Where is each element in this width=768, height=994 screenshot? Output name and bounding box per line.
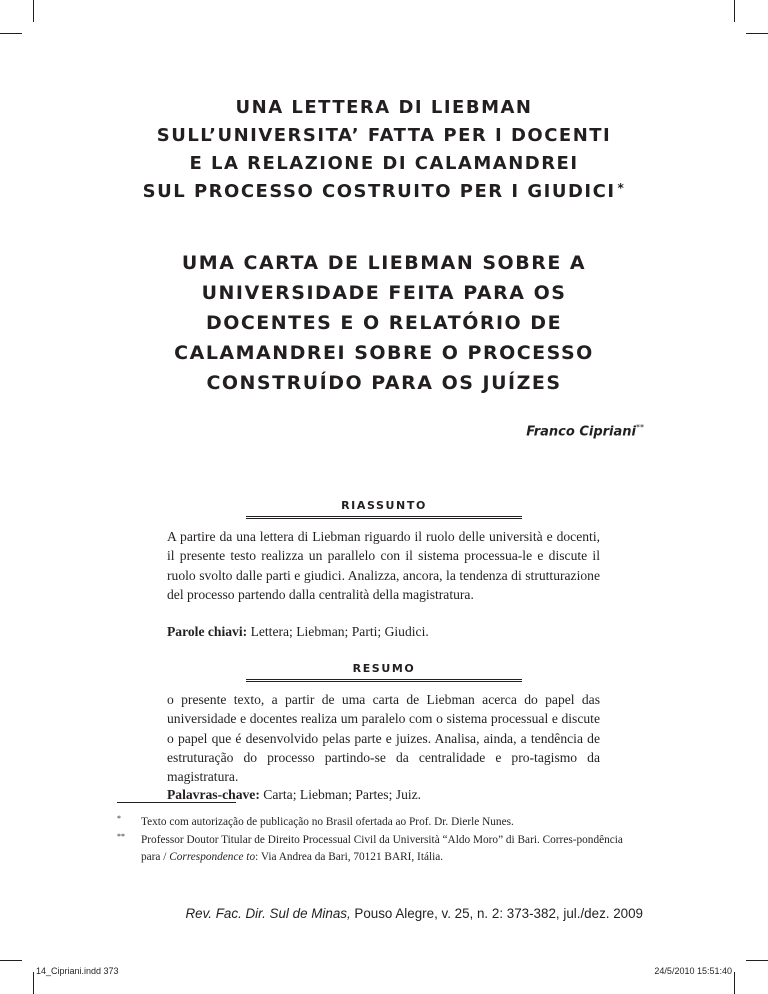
footnote-2	[117, 832, 645, 865]
riassunto-heading	[246, 499, 522, 519]
resumo-heading	[246, 662, 522, 682]
footnote-text: Texto com autorização de publicação no Brasil ofertada ao Prof. Dr. Dierle Nunes.	[141, 816, 514, 828]
resumo-heading-text: RESUMO	[352, 662, 416, 675]
resumo-body: o presente texto, a partir de uma carta de Liebman acerca do papel das universidade e docentes realiza um paralelo com o sistema processual e discute o papel que é desenvolvido pelas parte e juizes. Analisa, ainda, a tendência de estruturação do processo partindo-se da centralidade e pro-tagismo da magistratura.	[167, 692, 600, 785]
footnote-text-part: Professor Doutor Titular de Direito Processual Civil da Università “Aldo Moro” di Bari. Corres-pondência para /	[141, 834, 623, 863]
footnote-rule	[117, 802, 236, 803]
journal-name: Rev. Fac. Dir. Sul de Minas,	[185, 906, 351, 921]
heading-rule	[246, 516, 522, 519]
heading-rule	[246, 679, 522, 682]
author-name	[526, 423, 644, 439]
title-line: SULL’UNIVERSITA’ FATTA PER I DOCENTI	[156, 125, 612, 146]
portuguese-title	[90, 248, 678, 398]
slug-file: 14_Cipriani.indd 373	[36, 966, 119, 976]
keywords-label: Palavras-chave:	[167, 787, 260, 802]
citation-details: Pouso Alegre, v. 25, n. 2: 373-382, jul./dez. 2009	[350, 906, 643, 921]
italian-title	[90, 94, 678, 206]
footnote-text-italic: Correspondence to	[169, 850, 256, 863]
title-line: CONSTRUÍDO PARA OS JUÍZES	[206, 372, 562, 394]
footnote-mark: **	[117, 832, 125, 841]
title-line	[90, 178, 678, 206]
footnote-1	[117, 814, 645, 831]
crop-mark	[33, 972, 34, 994]
title-line: CALAMANDREI SOBRE O PROCESSO	[174, 342, 594, 364]
riassunto-keywords	[167, 624, 429, 640]
journal-citation	[185, 906, 643, 921]
footnote-mark: *	[117, 814, 121, 823]
title-line: UNA LETTERA DI LIEBMAN	[235, 97, 533, 118]
crop-mark	[746, 33, 768, 34]
title-line-text: SUL PROCESSO COSTRUITO PER I GIUDICI	[142, 181, 616, 202]
crop-mark	[746, 960, 768, 961]
riassunto-heading-text: RIASSUNTO	[341, 499, 427, 512]
crop-mark	[0, 33, 22, 34]
keywords-text: Carta; Liebman; Partes; Juiz.	[259, 787, 422, 802]
keywords-label: Parole chiavi:	[167, 624, 248, 639]
keywords-text: Lettera; Liebman; Parti; Giudici.	[247, 624, 429, 639]
title-line: UMA CARTA DE LIEBMAN SOBRE A	[181, 252, 587, 274]
author-name-text: Franco Cipriani	[526, 424, 636, 440]
title-line: UNIVERSIDADE FEITA PARA OS	[201, 282, 567, 304]
crop-mark	[734, 972, 735, 994]
crop-mark	[0, 960, 22, 961]
title-line: DOCENTES E O RELATÓRIO DE	[205, 312, 563, 334]
title-footnote-mark[interactable]: *	[617, 181, 626, 195]
title-line: E LA RELAZIONE DI CALAMANDREI	[189, 153, 579, 174]
author-footnote-mark[interactable]: **	[636, 423, 644, 432]
resumo-keywords	[167, 787, 421, 803]
crop-mark	[734, 0, 735, 22]
riassunto-body: A partire da una lettera di Liebman riguardo il ruolo delle università e docenti, il presente testo realizza un parallelo con il sistema processua-le e discute il ruolo svolto dalle parti e giudici. Analizza, ancora, la tendenza di strutturazione del processo partendo dalla centralità della magistratura.	[167, 529, 600, 602]
crop-mark	[33, 0, 34, 22]
slug-timestamp: 24/5/2010 15:51:40	[654, 966, 732, 976]
footnote-text-part: : Via Andrea da Bari, 70121 BARI, Itália.	[255, 850, 444, 863]
footnote-text	[141, 832, 645, 865]
